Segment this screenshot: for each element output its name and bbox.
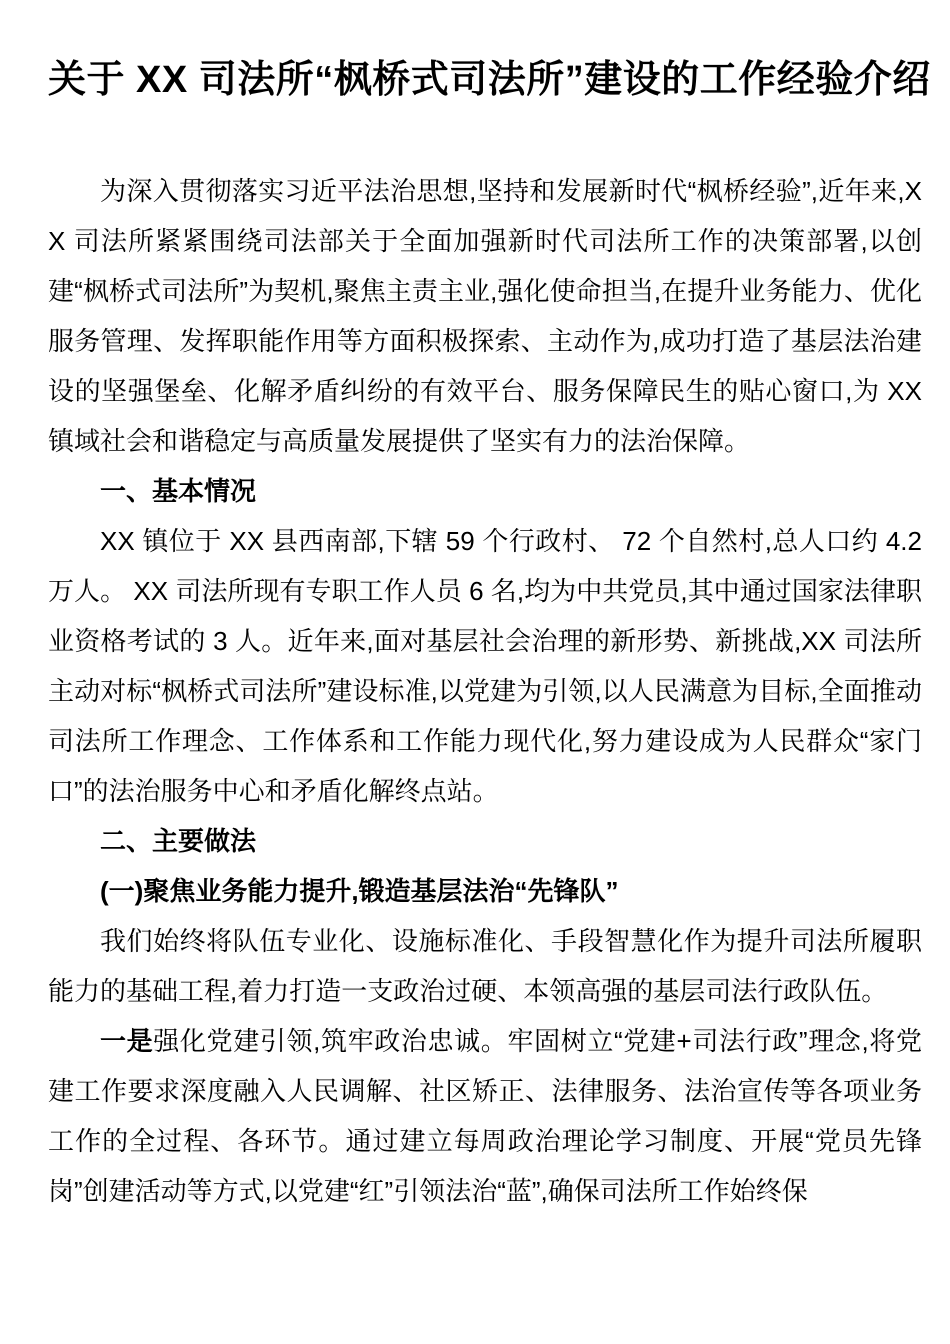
paragraph: 我们始终将队伍专业化、设施标准化、手段智慧化作为提升司法所履职能力的基础工程,着力打造一支政治过硬、本领高强的基层司法行政队伍。 xyxy=(48,926,922,1006)
paragraph: 为深入贯彻落实习近平法治思想,坚持和发展新时代“枫桥经验”,近年来,XX 司法所紧紧围绕司法部关于全面加强新时代司法所工作的决策部署,以创建“枫桥式司法所”为契机,聚焦主责主业,强化使命担当,在提升业务能力、优化服务管理、发挥职能作用等方面积极探索、主动作为,成功打造了基层法治建设的坚强堡垒、化解矛盾纠纷的有效平台、服务保障民生的贴心窗口,为 XX 镇域社会和谐稳定与高质量发展提供了坚实有力的法治保障。 xyxy=(48,176,922,456)
paragraph: XX 镇位于 XX 县西南部,下辖 59 个行政村、 72 个自然村,总人口约 4.2 万人。 XX 司法所现有专职工作人员 6 名,均为中共党员,其中通过国家法律职业资格考试的 3 人。近年来,面对基层社会治理的新形势、新挑战,XX 司法所主动对标“枫桥式司法所”建设标准,以党建为引领,以人民满意为目标,全面推动司法所工作理念、工作体系和工作能力现代化,努力建设成为人民群众“家门口”的法治服务中心和矛盾化解终点站。 xyxy=(48,526,922,806)
section-heading: 一、基本情况 xyxy=(100,476,257,506)
document-title: 关于 XX 司法所“枫桥式司法所”建设的工作经验介绍 xyxy=(48,59,931,101)
section-heading: 二、主要做法 xyxy=(100,826,257,856)
paragraph: 一是强化党建引领,筑牢政治忠诚。牢固树立“党建+司法行政”理念,将党建工作要求深度融入人民调解、社区矫正、法律服务、法治宣传等各项业务工作的全过程、各环节。通过建立每周政治理论学习制度、开展“党员先锋岗”创建活动等方式,以党建“红”引领法治“蓝”,确保司法所工作始终保 xyxy=(48,1026,922,1206)
paragraph-bold-lead: 一是 xyxy=(100,1026,154,1056)
document-body xyxy=(48,166,922,1216)
section-heading: (一)聚焦业务能力提升,锻造基层法治“先锋队” xyxy=(100,876,619,906)
